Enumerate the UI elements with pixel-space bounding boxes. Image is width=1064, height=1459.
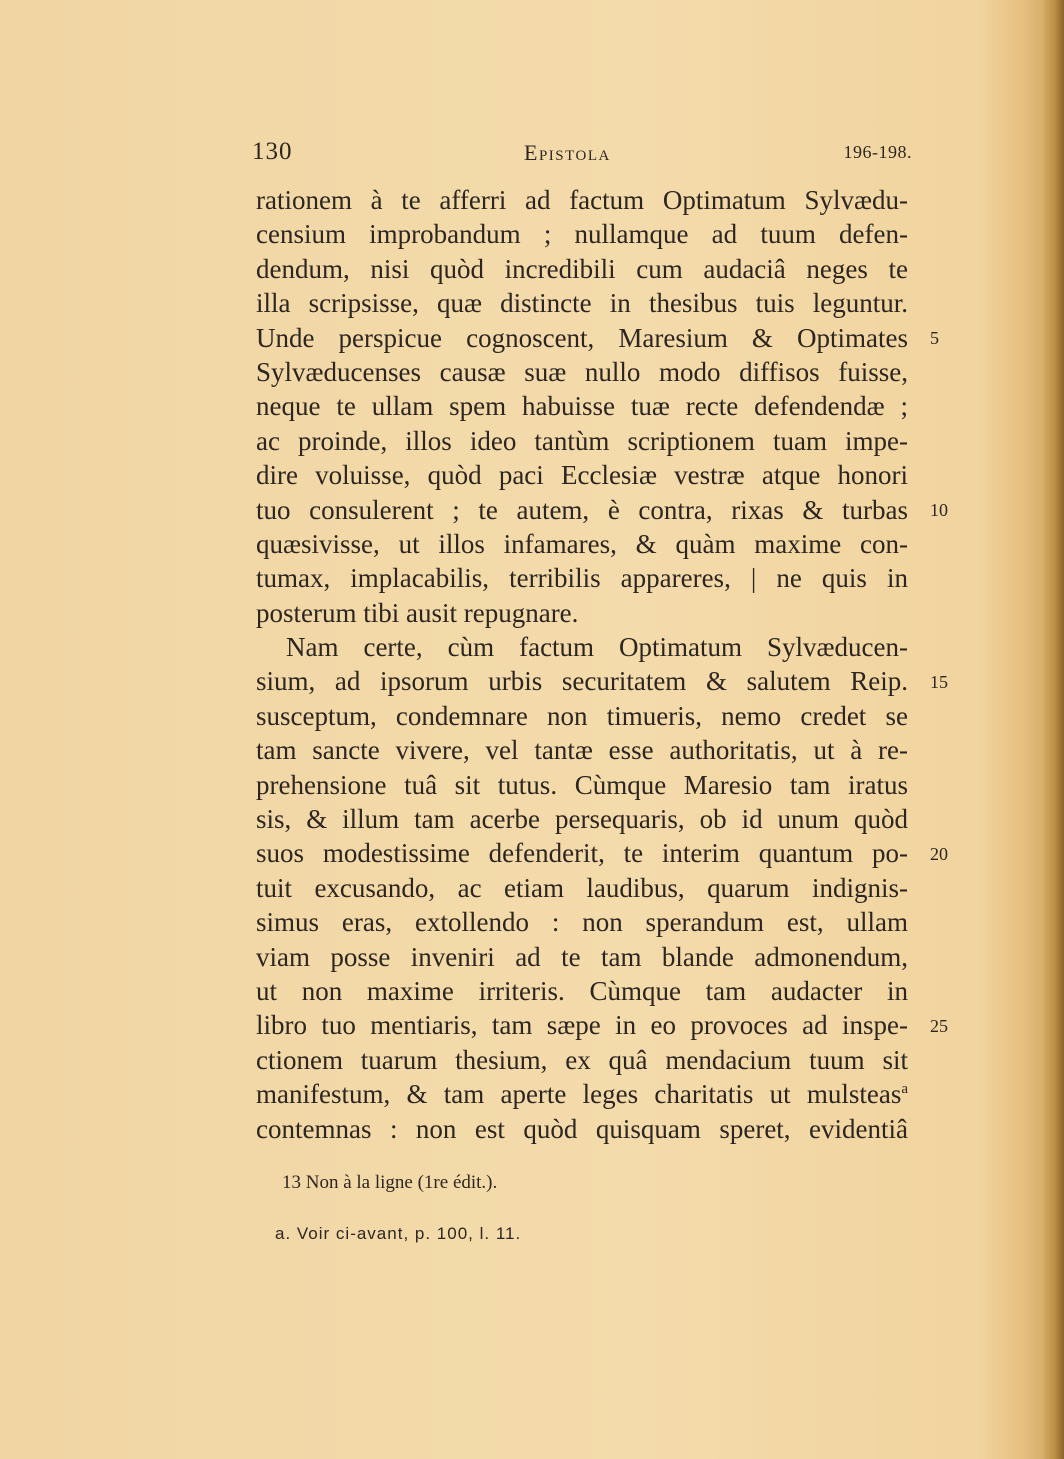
footnote-variant: 13 Non à la ligne (1re édit.). xyxy=(282,1172,498,1193)
line-number-20: 20 xyxy=(930,844,948,864)
footnote-marker: a xyxy=(901,1081,908,1098)
running-title: Epistola xyxy=(524,140,611,165)
page-edge-shadow xyxy=(1042,0,1064,1459)
text-line: neque te ullam spem habuisse tuæ recte defendendæ ; xyxy=(256,391,908,422)
running-head xyxy=(252,138,912,172)
text-line-with-reference xyxy=(256,1077,908,1111)
text-line: tuit excusando, ac etiam laudibus, quarum indignis- xyxy=(256,872,908,903)
text-line: ut non maxime irriteris. Cùmque tam audacter in xyxy=(256,975,908,1006)
text-line: susceptum, condemnare non timueris, nemo credet se xyxy=(256,700,908,731)
text-line: libro tuo mentiaris, tam sæpe in eo provoces ad inspe- xyxy=(256,1010,908,1041)
text-line: viam posse inveniri ad te tam blande admonendum, xyxy=(256,941,908,972)
text-line: tuo consulerent ; te autem, è contra, rixas & turbas xyxy=(256,494,908,525)
line-number-25: 25 xyxy=(930,1016,948,1036)
body-text xyxy=(256,183,908,1146)
text-line: censium improbandum ; nullamque ad tuum defen- xyxy=(256,219,908,250)
text-line: posterum tibi ausit repugnare. xyxy=(256,597,579,628)
line-number-15: 15 xyxy=(930,672,948,692)
text-line: illa scripsisse, quæ distincte in thesibus tuis leguntur. xyxy=(256,288,908,319)
text-line: suos modestissime defenderit, te interim quantum po- xyxy=(256,838,908,869)
text-line: prehensione tuâ sit tutus. Cùmque Maresio tam iratus xyxy=(256,769,908,800)
text-line: Sylvæducenses causæ suæ nullo modo diffisos fuisse, xyxy=(256,356,908,387)
text-line: simus eras, extollendo : non sperandum est, ullam xyxy=(256,907,908,938)
line-number-5: 5 xyxy=(930,328,939,348)
text-line: dendum, nisi quòd incredibili cum audaciâ neges te xyxy=(256,253,908,284)
footnote-reference: a. Voir ci-avant, p. 100, l. 11. xyxy=(275,1224,522,1243)
text-line: dire voluisse, quòd paci Ecclesiæ vestræ atque honori xyxy=(256,460,908,491)
text-line: quæsivisse, ut illos infamares, & quàm maxime con- xyxy=(256,528,908,559)
text-line: sium, ad ipsorum urbis securitatem & salutem Reip. xyxy=(256,666,908,697)
section-range: 196-198. xyxy=(843,142,912,162)
text-line: Unde perspicue cognoscent, Maresium & Optimates xyxy=(256,322,908,353)
text-line: tumax, implacabilis, terribilis appareres, | ne quis in xyxy=(256,563,908,594)
text-line: rationem à te afferri ad factum Optimatum Sylvædu- xyxy=(256,185,908,215)
text-line: contemnas : non est quòd quisquam speret, evidentiâ xyxy=(256,1113,908,1144)
text-line: Nam certe, cùm factum Optimatum Sylvæducen- xyxy=(286,632,908,663)
text-line: tam sancte vivere, vel tantæ esse authoritatis, ut à re- xyxy=(256,735,908,766)
text-line: manifestum, & tam aperte leges charitatis ut mulsteas xyxy=(256,1079,902,1110)
text-line: sis, & illum tam acerbe persequaris, ob id unum quòd xyxy=(256,804,908,835)
page-number: 130 xyxy=(252,138,293,165)
line-number-10: 10 xyxy=(930,500,948,520)
text-line: ac proinde, illos ideo tantùm scriptionem tuam impe- xyxy=(256,425,908,456)
text-line: ctionem tuarum thesium, ex quâ mendacium tuum sit xyxy=(256,1044,908,1075)
